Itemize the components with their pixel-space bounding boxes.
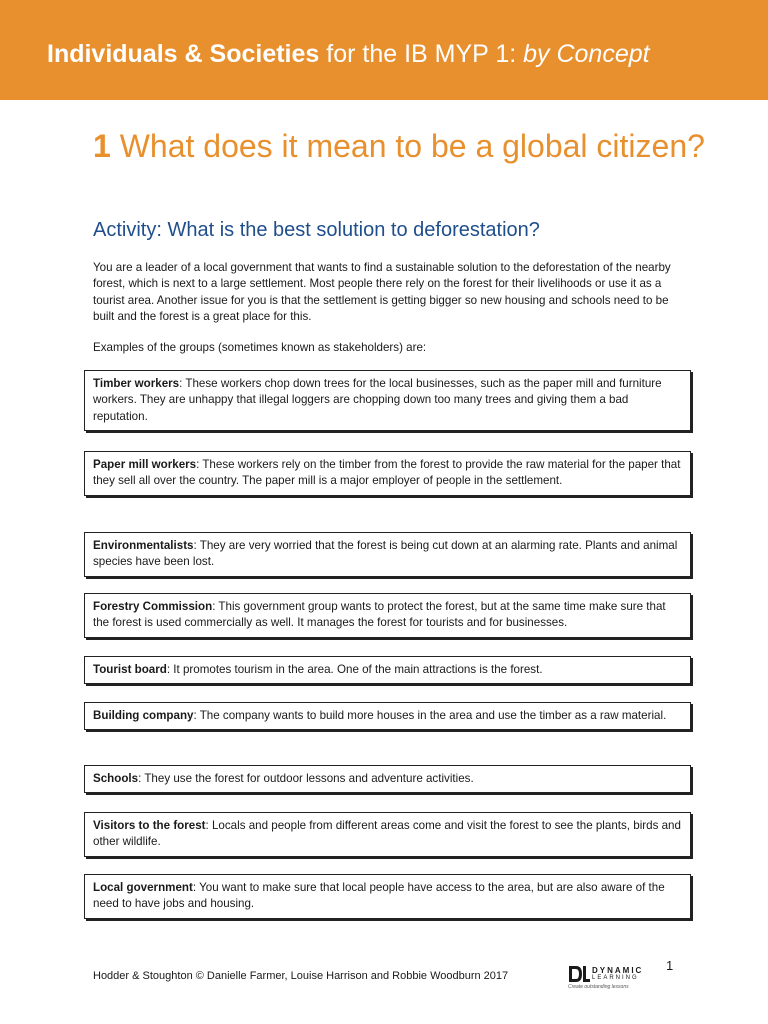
stakeholder-description: : These workers rely on the timber from the forest to provide the raw material for the paper that they sell all over the country. The paper mill is a major employer of people in the settlement. [93,458,681,488]
dl-logo-icon [568,965,590,983]
stakeholder-box-environmentalists [84,532,691,577]
chapter-title [93,126,713,167]
dynamic-learning-logo [568,964,652,990]
footer-copyright: Hodder & Stoughton © Danielle Farmer, Louise Harrison and Robbie Woodburn 2017 [93,970,509,982]
logo-word-dynamic: DYNAMIC [592,966,644,975]
stakeholder-box-tourist-board [84,656,691,684]
stakeholder-name: Timber workers [93,377,180,390]
stakeholder-description: : They use the forest for outdoor lessons and adventure activities. [138,772,474,785]
stakeholder-name: Building company [93,709,194,722]
stakeholder-name: Local government [93,881,193,894]
stakeholder-box-paper-mill-workers [84,451,691,496]
stakeholder-box-visitors [84,812,691,857]
stakeholder-name: Schools [93,772,139,785]
book-title-plain: for the IB MYP 1: [319,40,524,68]
intro-paragraph: You are a leader of a local government that wants to find a sustainable solution to the deforestation of the nearby forest, which is next to a large settlement. Most people there rely on the forest for their livelihoods or use it as a tourist area. Another issue for you is that the settlement is getting bigger so new housing and schools need to be built and the forest is a great place for this. [93,261,671,324]
header-banner [0,0,768,100]
stakeholder-name: Paper mill workers [93,458,197,471]
stakeholder-box-timber-workers [84,370,691,431]
book-title-italic: by Concept [523,40,650,68]
book-title-bold: Individuals & Societies [47,40,320,68]
stakeholder-box-building-company [84,702,691,730]
stakeholder-name: Forestry Commission [93,600,213,613]
page-number: 1 [666,958,674,973]
stakeholder-name: Tourist board [93,663,167,676]
logo-tagline: Create outstanding lessons [568,984,629,990]
stakeholder-box-local-government [84,874,691,919]
stakeholder-description: : Locals and people from different areas come and visit the forest to see the plants, birds and other wildlife. [93,819,681,849]
stakeholder-description: : You want to make sure that local people have access to the area, but are also aware of the need to have jobs and housing. [93,881,665,911]
stakeholder-box-forestry-commission [84,593,691,638]
stakeholder-description: : These workers chop down trees for the local businesses, such as the paper mill and furniture workers. They are unhappy that illegal loggers are chopping down too many trees and giving them a bad reputation. [93,377,662,423]
examples-intro: Examples of the groups (sometimes known as stakeholders) are: [93,341,427,354]
stakeholder-description: : This government group wants to protect the forest, but at the same time make sure that the forest is used commercially as well. It manages the forest for tourists and for businesses. [93,600,666,630]
chapter-number: 1 [93,128,111,164]
activity-title: Activity: What is the best solution to deforestation? [93,219,540,241]
stakeholder-box-schools [84,765,691,793]
chapter-title-text: What does it mean to be a global citizen? [110,128,705,164]
stakeholder-name: Visitors to the forest [93,819,206,832]
stakeholder-description: : They are very worried that the forest is being cut down at an alarming rate. Plants and animal species have been lost. [93,539,678,569]
stakeholder-name: Environmentalists [93,539,194,552]
logo-word-learning: LEARNING [592,975,639,981]
book-title [47,40,650,69]
stakeholder-description: : It promotes tourism in the area. One of the main attractions is the forest. [166,663,543,676]
stakeholder-description: : The company wants to build more houses in the area and use the timber as a raw material. [193,709,667,722]
